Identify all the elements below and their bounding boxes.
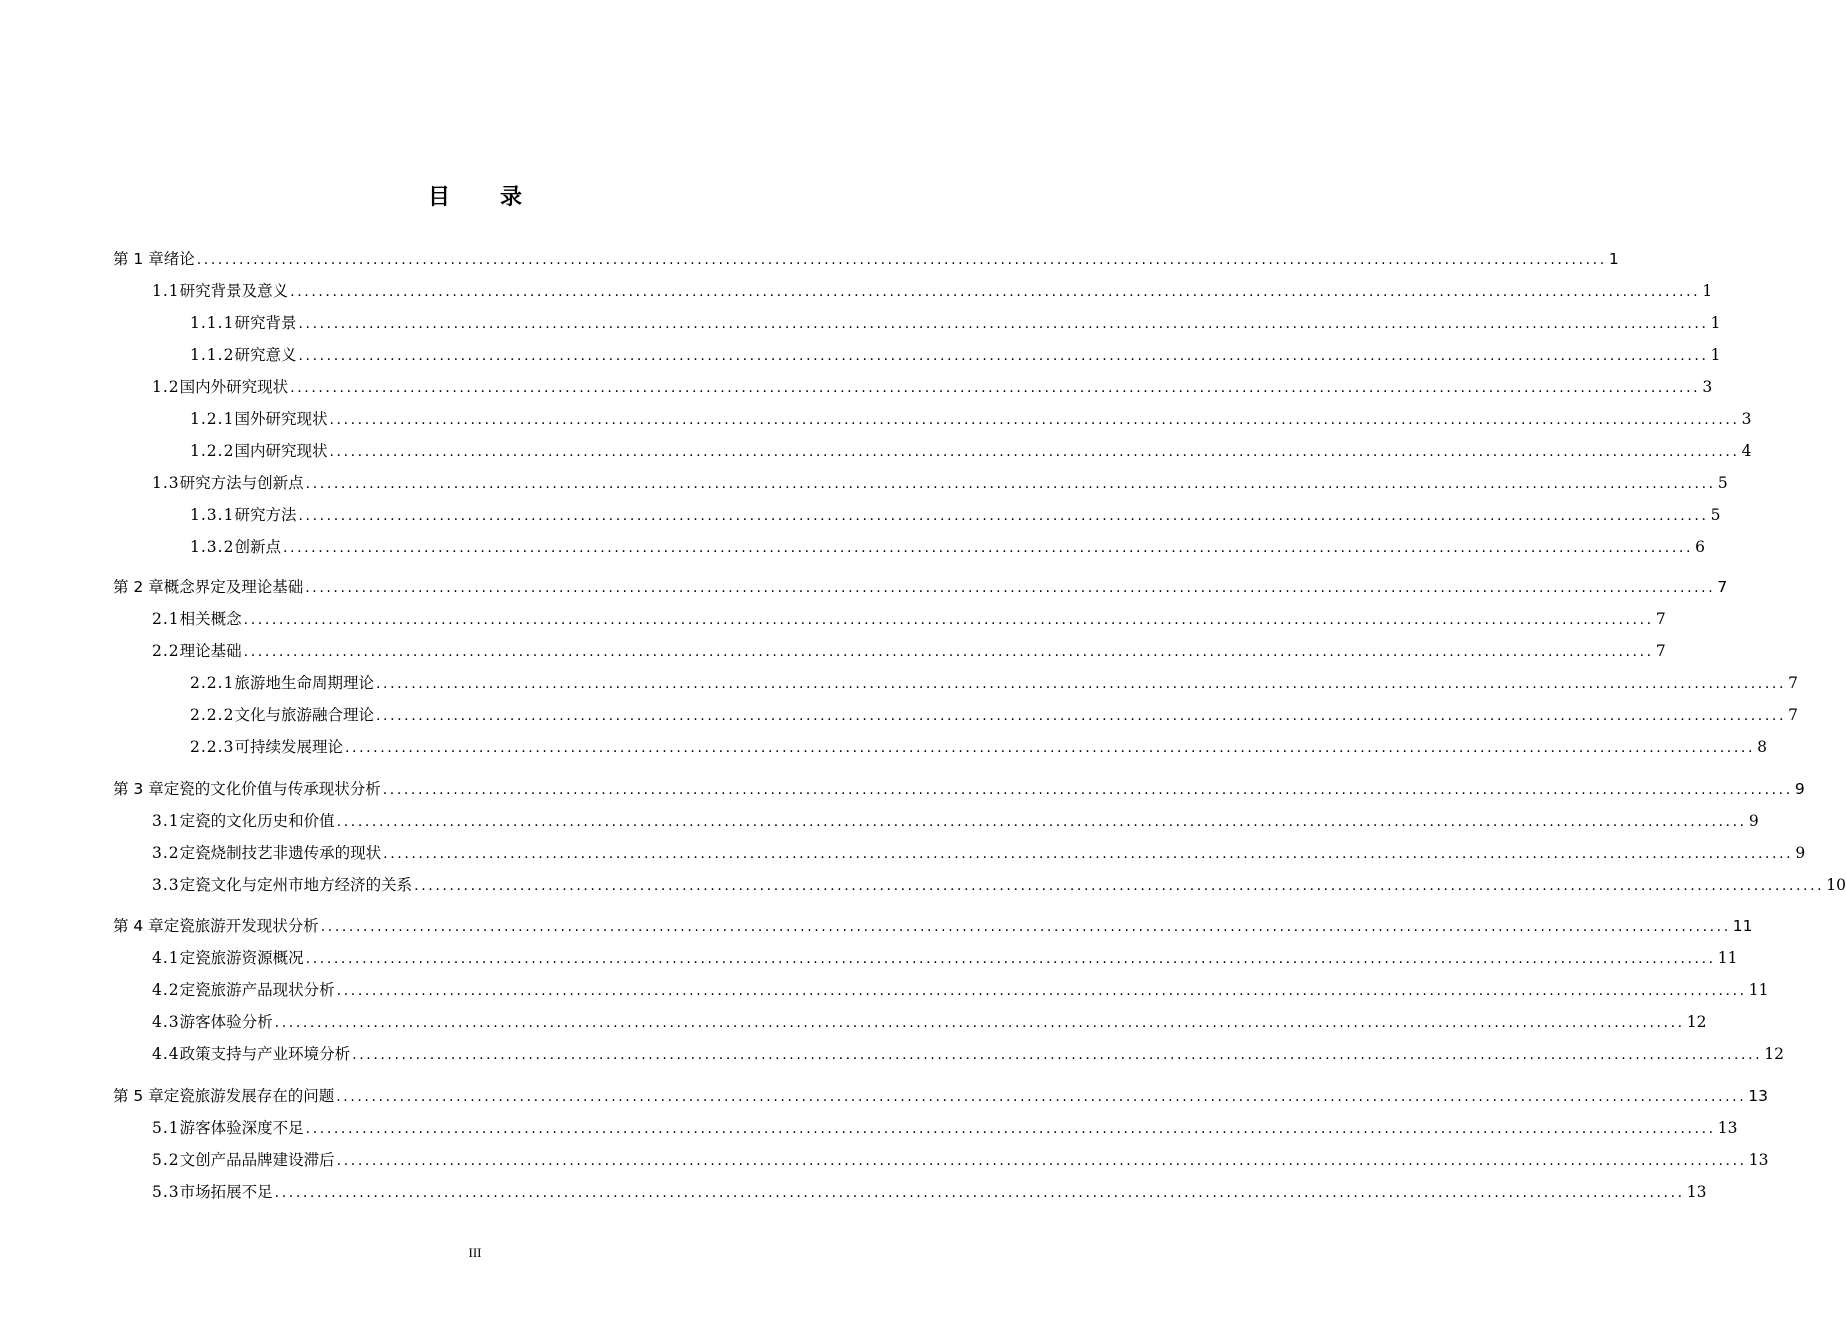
toc-entry-title: 创新点 [234, 538, 281, 556]
toc-entry-title: 文创产品品牌建设滞后 [179, 1151, 335, 1169]
page-title [0, 180, 950, 211]
toc-leader-dots: ........................................................................................................................................................................................................ [274, 1185, 1685, 1201]
toc-leader-dots: ........................................................................................................................................................................................................ [344, 740, 1756, 756]
toc-entry-number: 第 2 章 [113, 578, 164, 596]
toc-entry-line [190, 534, 1706, 561]
toc-entry-number: 1.1.1 [190, 314, 235, 332]
toc-entry[interactable] [0, 470, 1728, 496]
toc-entry-page: 3 [1741, 410, 1752, 428]
toc-leader-dots: ........................................................................................................................................................................................................ [305, 476, 1716, 492]
toc-entry-line [113, 574, 1728, 601]
toc-entry-number: 4.4 [152, 1045, 180, 1063]
toc-entry-title: 研究背景 [234, 314, 297, 332]
toc-entry-title: 定瓷旅游开发现状分析 [163, 917, 319, 935]
toc-entry-number: 第 3 章 [113, 780, 164, 798]
toc-entry-line [152, 840, 1806, 867]
toc-entry-number: 3.1 [152, 812, 180, 830]
toc-entry[interactable] [0, 438, 1752, 464]
toc-entry[interactable] [0, 342, 1721, 368]
toc-leader-dots: ........................................................................................................................................................................................................ [320, 919, 1731, 935]
toc-entry-page: 11 [1732, 917, 1753, 935]
toc-entry-page: 13 [1748, 1087, 1769, 1105]
toc-leader-dots: ........................................................................................................................................................................................................ [336, 814, 1747, 830]
toc-entry-title: 定瓷的文化历史和价值 [179, 812, 335, 830]
toc-entry-title: 相关概念 [179, 610, 242, 628]
toc-entry-page: 5 [1710, 506, 1721, 524]
toc-entry-line [190, 702, 1799, 729]
toc-leader-dots: ........................................................................................................................................................................................................ [196, 252, 1607, 268]
toc-entry-page: 1 [1710, 346, 1721, 364]
toc-entry[interactable] [0, 278, 1713, 304]
toc-entry-number: 4.2 [152, 981, 180, 999]
toc-entry-page: 1 [1608, 250, 1619, 268]
toc-entry-line [152, 1115, 1738, 1142]
toc-leader-dots: ........................................................................................................................................................................................................ [375, 676, 1787, 692]
toc-leader-dots: ........................................................................................................................................................................................................ [329, 412, 1740, 428]
toc-entry-line [113, 913, 1753, 940]
title-char-1: 目 [427, 185, 450, 210]
toc-entry[interactable] [0, 502, 1721, 528]
toc-entry-title: 国内研究现状 [234, 442, 328, 460]
toc-entry[interactable] [0, 913, 1753, 939]
toc-entry-title: 文化与旅游融合理论 [234, 706, 374, 724]
toc-entry-page: 5 [1717, 474, 1728, 492]
toc-leader-dots: ........................................................................................................................................................................................................ [305, 1121, 1716, 1137]
toc-leader-dots: ........................................................................................................................................................................................................ [298, 348, 1709, 364]
toc-entry[interactable] [0, 840, 1806, 866]
toc-entry-line [152, 638, 1666, 665]
toc-entry-line [152, 278, 1713, 305]
toc-entry[interactable] [0, 606, 1666, 632]
toc-entry-title: 理论基础 [179, 642, 242, 660]
toc-leader-dots: ........................................................................................................................................................................................................ [329, 444, 1740, 460]
toc-entry[interactable] [0, 977, 1769, 1003]
toc-entry-page: 9 [1795, 844, 1806, 862]
toc-entry-page: 7 [1717, 578, 1728, 596]
toc-leader-dots: ........................................................................................................................................................................................................ [336, 983, 1747, 999]
toc-entry-number: 4.1 [152, 949, 180, 967]
toc-entry-page: 11 [1717, 949, 1738, 967]
toc-entry[interactable] [0, 670, 1799, 696]
toc-entry-line [152, 374, 1713, 401]
toc-entry-number: 1.2 [152, 378, 180, 396]
toc-leader-dots: ........................................................................................................................................................................................................ [290, 284, 1701, 300]
toc-entry-page: 8 [1757, 738, 1768, 756]
toc-entry-page: 3 [1702, 378, 1713, 396]
toc-entry-number: 1.1.2 [190, 346, 235, 364]
toc-entry-title: 可持续发展理论 [234, 738, 343, 756]
toc-entry-title: 国内外研究现状 [179, 378, 289, 396]
toc-entry-title: 游客体验深度不足 [179, 1119, 304, 1137]
toc-entry-page: 4 [1741, 442, 1752, 460]
toc-leader-dots: ........................................................................................................................................................................................................ [282, 540, 1694, 556]
toc-entry-number: 第 1 章 [113, 250, 164, 268]
toc-leader-dots: ........................................................................................................................................................................................................ [336, 1153, 1747, 1169]
toc-entry-title: 定瓷烧制技艺非遗传承的现状 [179, 844, 382, 862]
toc-leader-dots: ........................................................................................................................................................................................................ [375, 708, 1787, 724]
toc-entry-title: 定瓷的文化价值与传承现状分析 [163, 780, 381, 798]
toc-entry[interactable] [0, 1179, 1707, 1205]
toc-entry-number: 2.1 [152, 610, 180, 628]
toc-entry-page: 12 [1686, 1013, 1707, 1031]
toc-entry[interactable] [0, 534, 1706, 560]
toc-entry-page: 10 [1826, 876, 1846, 894]
toc-entry-number: 3.3 [152, 876, 180, 894]
toc-entry-title: 定瓷旅游产品现状分析 [179, 981, 335, 999]
toc-leader-dots: ........................................................................................................................................................................................................ [352, 1047, 1763, 1063]
toc-entry-page: 12 [1764, 1045, 1784, 1063]
toc-entry[interactable] [0, 945, 1738, 971]
toc-entry-title: 定瓷旅游资源概况 [179, 949, 304, 967]
toc-entry-page: 7 [1655, 642, 1666, 660]
toc-entry-title: 研究方法与创新点 [179, 474, 304, 492]
toc-entry[interactable] [0, 1147, 1769, 1173]
toc-leader-dots: ........................................................................................................................................................................................................ [305, 580, 1716, 596]
toc-entry-line [152, 872, 1846, 899]
toc-entry-number: 3.2 [152, 844, 180, 862]
toc-entry[interactable] [0, 574, 1728, 600]
toc-entry-number: 4.3 [152, 1013, 180, 1031]
toc-entry-line [152, 945, 1738, 972]
toc-entry-title: 政策支持与产业环境分析 [179, 1045, 351, 1063]
toc-entry-page: 9 [1748, 812, 1759, 830]
toc-entry-number: 5.1 [152, 1119, 180, 1137]
toc-entry-line [152, 977, 1769, 1004]
toc-entry-number: 5.3 [152, 1183, 180, 1201]
toc-entry-title: 市场拓展不足 [179, 1183, 273, 1201]
toc-entry-number: 1.1 [152, 282, 180, 300]
toc-entry-line [113, 776, 1805, 803]
toc-entry[interactable] [0, 406, 1752, 432]
toc-entry[interactable] [0, 808, 1759, 834]
toc-entry-line [152, 606, 1666, 633]
toc-leader-dots: ........................................................................................................................................................................................................ [298, 508, 1709, 524]
toc-leader-dots: ........................................................................................................................................................................................................ [274, 1015, 1685, 1031]
toc-entry-title: 研究意义 [234, 346, 297, 364]
toc-entry-title: 概念界定及理论基础 [163, 578, 304, 596]
toc-entry-line [113, 246, 1619, 273]
toc-leader-dots: ........................................................................................................................................................................................................ [298, 316, 1709, 332]
toc-entry-number: 5.2 [152, 1151, 180, 1169]
toc-entry-number: 1.3.2 [190, 538, 235, 556]
toc-entry-page: 11 [1748, 981, 1769, 999]
toc-entry[interactable] [0, 638, 1666, 664]
toc-entry[interactable] [0, 734, 1768, 760]
toc-entry-page: 7 [1655, 610, 1666, 628]
toc-leader-dots: ........................................................................................................................................................................................................ [414, 878, 1825, 894]
toc-entry-title: 绪论 [163, 250, 195, 268]
toc-entry-number: 1.2.1 [190, 410, 235, 428]
toc-entry[interactable] [0, 872, 1846, 898]
toc-leader-dots: ........................................................................................................................................................................................................ [382, 782, 1793, 798]
toc-entry-line [190, 438, 1752, 465]
toc-entry-page: 13 [1748, 1151, 1769, 1169]
toc-entry-line [152, 470, 1728, 497]
toc-entry-title: 国外研究现状 [234, 410, 328, 428]
toc-entry-line [152, 1009, 1707, 1036]
toc-entry-line [190, 502, 1721, 529]
toc-entry-number: 2.2.2 [190, 706, 235, 724]
toc-entry-number: 第 5 章 [113, 1087, 164, 1105]
toc-entry-title: 游客体验分析 [179, 1013, 273, 1031]
toc-leader-dots: ........................................................................................................................................................................................................ [243, 612, 1654, 628]
toc-entry[interactable] [0, 246, 1619, 272]
toc-entry-title: 研究背景及意义 [179, 282, 289, 300]
toc-entry-line [190, 734, 1768, 761]
toc-entry[interactable] [0, 1041, 1784, 1067]
toc-entry[interactable] [0, 776, 1805, 802]
toc-leader-dots: ........................................................................................................................................................................................................ [305, 951, 1716, 967]
toc-entry-number: 第 4 章 [113, 917, 164, 935]
toc-entry-title: 旅游地生命周期理论 [234, 674, 374, 692]
toc-entry-page: 1 [1710, 314, 1721, 332]
toc-entry-page: 13 [1686, 1183, 1707, 1201]
toc-entry-number: 2.2.3 [190, 738, 235, 756]
toc-entry[interactable] [0, 374, 1713, 400]
toc-entry-number: 1.2.2 [190, 442, 235, 460]
toc-leader-dots: ........................................................................................................................................................................................................ [290, 380, 1701, 396]
toc-entry[interactable] [0, 1083, 1769, 1109]
title-char-2: 录 [500, 185, 523, 210]
toc-entry[interactable] [0, 1115, 1738, 1141]
toc-entry-title: 定瓷旅游发展存在的问题 [163, 1087, 335, 1105]
toc-entry-title: 定瓷文化与定州市地方经济的关系 [179, 876, 413, 894]
toc-entry[interactable] [0, 1009, 1707, 1035]
toc-entry-line [152, 1147, 1769, 1174]
toc-leader-dots: ........................................................................................................................................................................................................ [336, 1089, 1747, 1105]
toc-entry-line [113, 1083, 1769, 1110]
toc-entry-page: 7 [1788, 706, 1799, 724]
toc-entry-line [152, 1179, 1707, 1206]
toc-entry-number: 1.3 [152, 474, 180, 492]
toc-entry-line [190, 310, 1721, 337]
toc-entry-page: 13 [1717, 1119, 1738, 1137]
toc-entry-number: 1.3.1 [190, 506, 235, 524]
toc-entry-line [152, 808, 1759, 835]
toc-entry-page: 1 [1702, 282, 1713, 300]
toc-entry-page: 7 [1788, 674, 1799, 692]
toc-entry-page: 9 [1794, 780, 1805, 798]
toc-entry-page: 6 [1695, 538, 1706, 556]
toc-leader-dots: ........................................................................................................................................................................................................ [243, 644, 1654, 660]
toc-entry-title: 研究方法 [234, 506, 297, 524]
toc-entry-number: 2.2 [152, 642, 180, 660]
toc-entry-line [152, 1041, 1784, 1068]
toc-leader-dots: ........................................................................................................................................................................................................ [383, 846, 1794, 862]
toc-entry-line [190, 406, 1752, 433]
toc-entry-number: 2.2.1 [190, 674, 235, 692]
toc-entry-line [190, 670, 1799, 697]
toc-entry[interactable] [0, 702, 1799, 728]
page-number-footer: III [468, 1245, 482, 1260]
toc-entry-line [190, 342, 1721, 369]
toc-entry[interactable] [0, 310, 1721, 336]
